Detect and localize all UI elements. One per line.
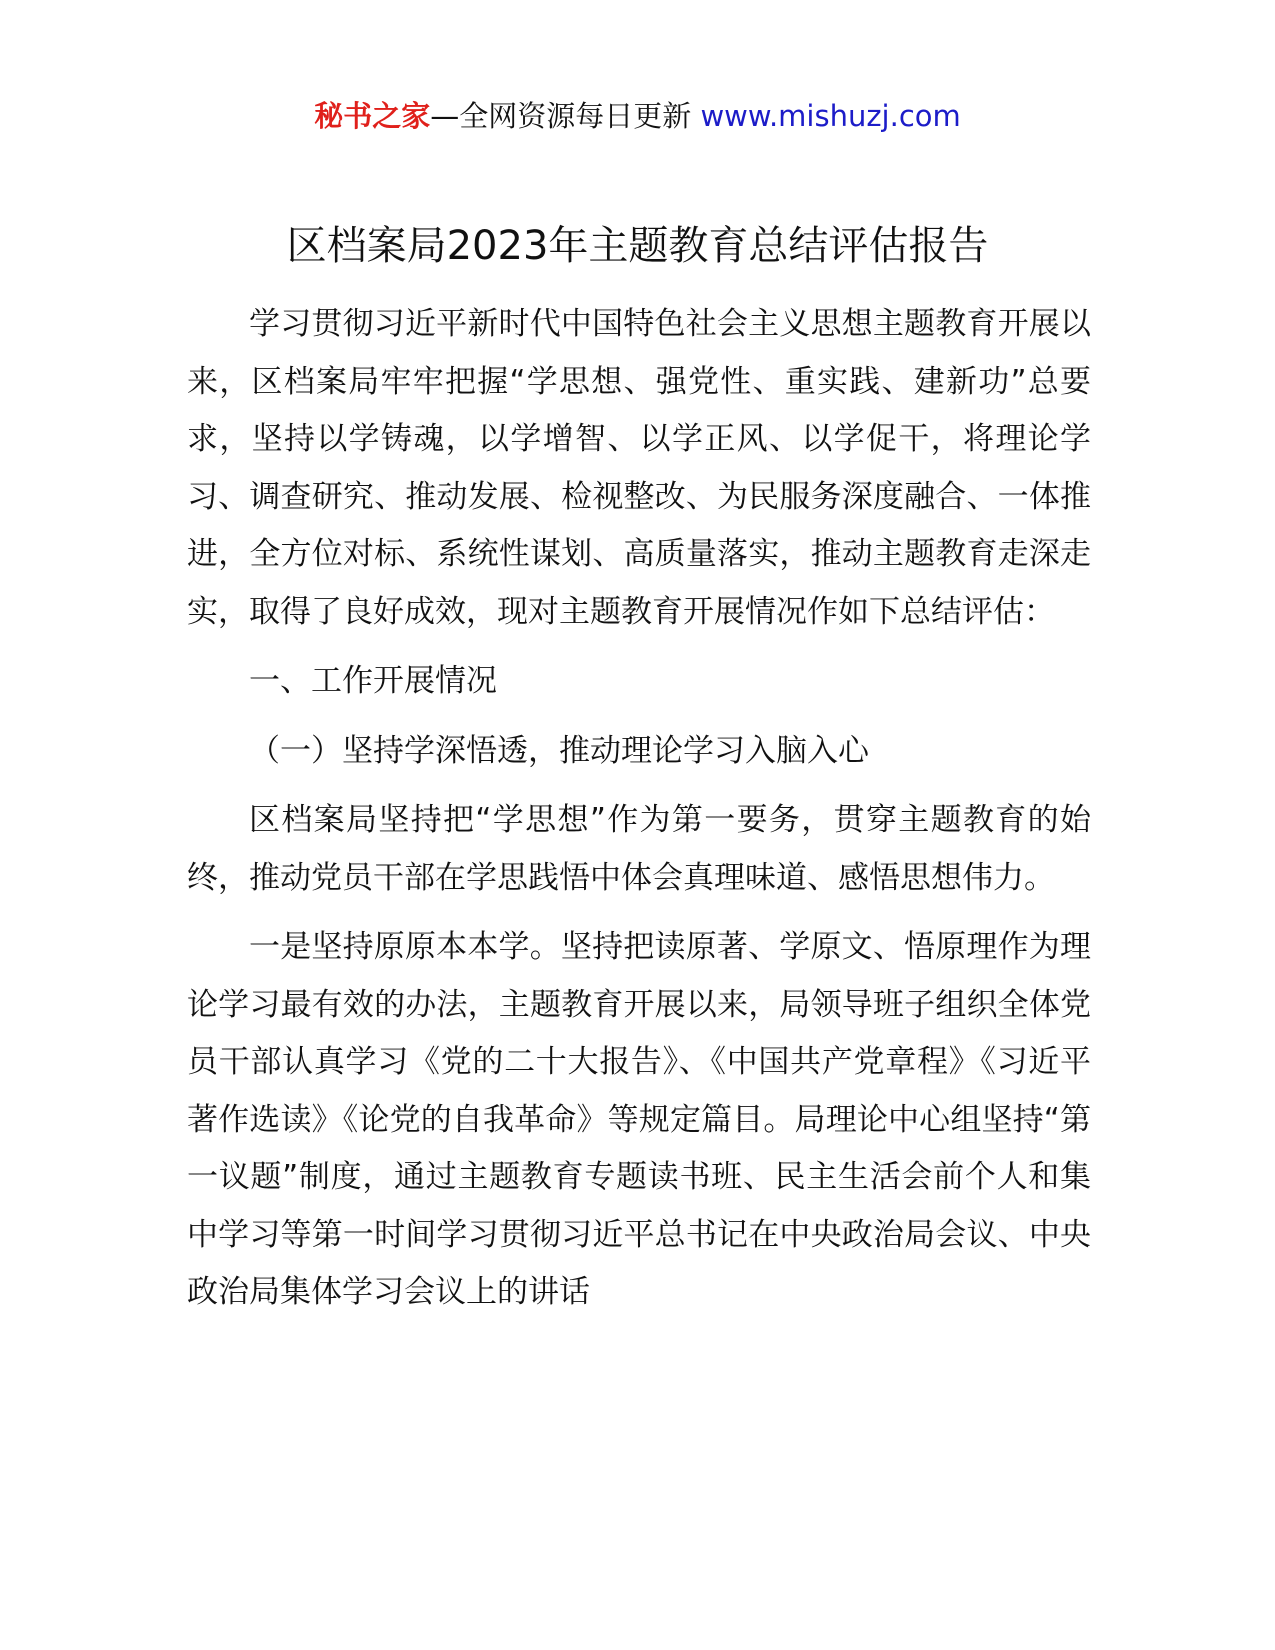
site-tagline: —全网资源每日更新 [430,99,692,133]
document-body [187,296,1091,1322]
site-brand: 秘书之家 [314,99,431,133]
subsection-heading: （一）坚持学深悟透，推动理论学习入脑入心 [249,732,869,769]
section-heading: 一、工作开展情况 [249,663,497,699]
intro-paragraph: 学习贯彻习近平新时代中国特色社会主义思想主题教育开展以来，区档案局牢牢把握“学思想、强党性、重实践、建新功”总要求，坚持以学铸魂，以学增智、以学正风、以学促干，将理论学习、调查研究、推动发展、检视整改、为民服务深度融合、一体推进，全方位对标、系统性谋划、高质量落实，推动主题教育走深走实，取得了良好成效，现对主题教育开展情况作如下总结评估： [187,306,1091,630]
site-header [0,96,1275,136]
body-paragraph: 区档案局坚持把“学思想”作为第一要务，贯穿主题教育的始终，推动党员干部在学思践悟中体会真理味道、感悟思想伟力。 [187,802,1091,896]
site-url-link[interactable]: www.mishuzj.com [700,99,961,133]
document-title: 区档案局2023年主题教育总结评估报告 [286,223,989,269]
body-paragraph: 一是坚持原原本本学。坚持把读原著、学原文、悟原理作为理论学习最有效的办法，主题教育开展以来，局领导班子组织全体党员干部认真学习《党的二十大报告》、《中国共产党章程》《习近平著作选读》《论党的自我革命》等规定篇目。局理论中心组坚持“第一议题”制度，通过主题教育专题读书班、民主生活会前个人和集中学习等第一时间学习贯彻习近平总书记在中央政治局会议、中央政治局集体学习会议上的讲话 [187,929,1091,1310]
